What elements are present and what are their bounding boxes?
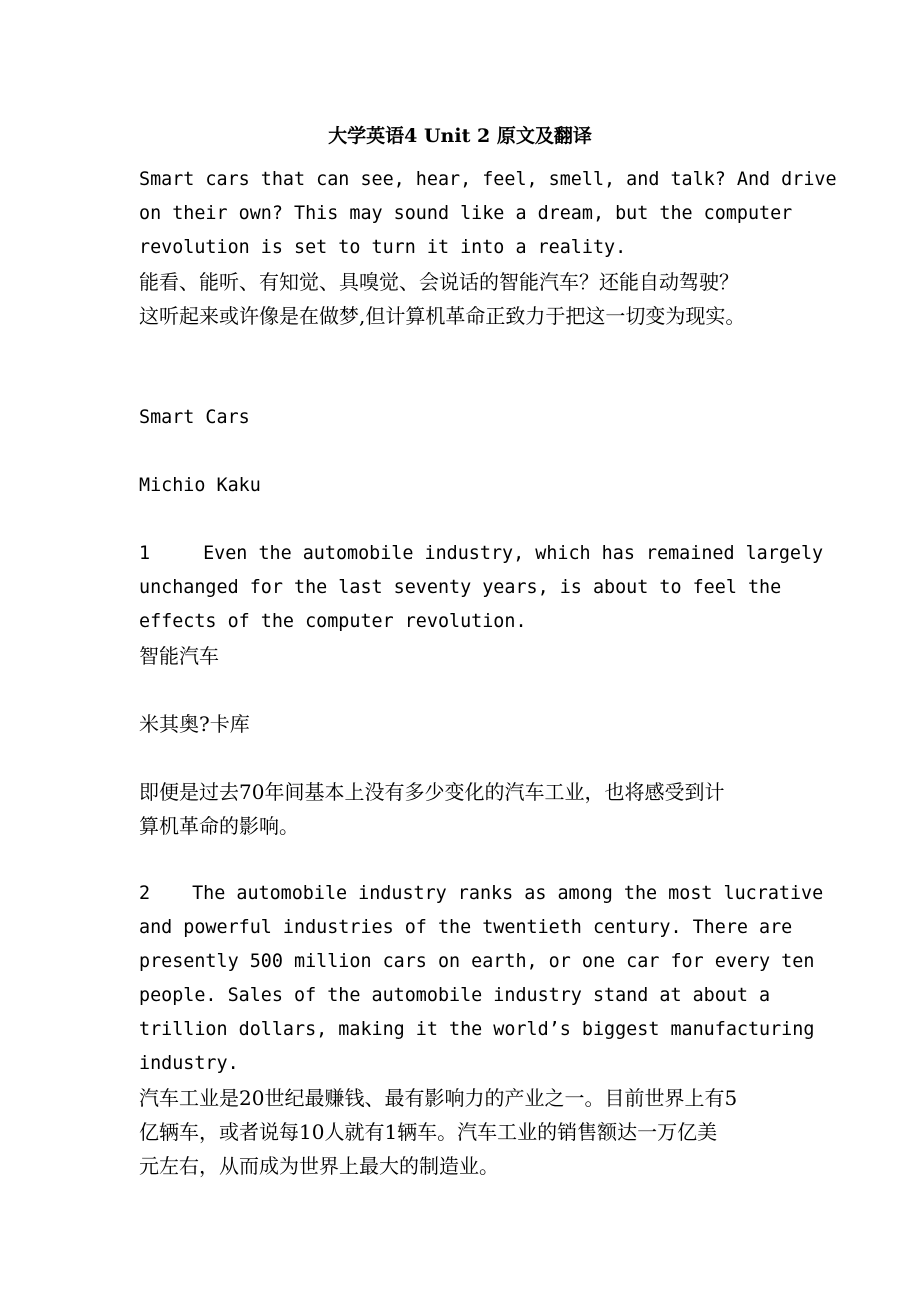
para1-zh-line-1: 即便是过去70年间基本上没有多少变化的汽车工业，也将感受到计 bbox=[139, 780, 725, 804]
para2-zh-line-2: 亿辆车，或者说每10人就有1辆车。汽车工业的销售额达一万亿美 bbox=[139, 1120, 718, 1144]
intro-en-line-1: Smart cars that can see, hear, feel, smell, and talk? And drive bbox=[139, 169, 837, 190]
para2-zh-line-1: 汽车工业是20世纪最赚钱、最有影响力的产业之一。目前世界上有5 bbox=[139, 1086, 738, 1110]
para1-en-line-3: effects of the computer revolution. bbox=[139, 611, 527, 632]
author-chinese: 米其奥?卡库 bbox=[139, 712, 250, 736]
para1-zh-line-2: 算机革命的影响。 bbox=[139, 814, 299, 838]
document-title: 大学英语4 Unit 2 原文及翻译 bbox=[328, 125, 592, 147]
intro-zh-line-2: 这听起来或许像是在做梦,但计算机革命正致力于把这一切变为现实。 bbox=[139, 304, 746, 328]
paragraph-1-english bbox=[139, 537, 824, 639]
para2-en-line-3: presently 500 million cars on earth, or one car for every ten bbox=[139, 951, 815, 972]
article-title-english: Smart Cars bbox=[139, 407, 250, 428]
para1-en-text-1: Even the automobile industry, which has remained largely bbox=[203, 543, 824, 564]
para2-en-text-1: The automobile industry ranks as among the most lucrative bbox=[192, 883, 824, 904]
article-title-chinese: 智能汽车 bbox=[139, 644, 219, 668]
para2-zh-line-3: 元左右，从而成为世界上最大的制造业。 bbox=[139, 1154, 499, 1178]
para2-number: 2 bbox=[139, 883, 151, 904]
intro-english bbox=[139, 163, 837, 265]
para2-en-line-6: industry. bbox=[139, 1053, 239, 1074]
para2-en-line-1 bbox=[139, 877, 824, 911]
para2-en-line-2: and powerful industries of the twentieth century. There are bbox=[139, 917, 793, 938]
para2-en-line-4: people. Sales of the automobile industry stand at about a bbox=[139, 985, 771, 1006]
paragraph-1-chinese bbox=[139, 775, 799, 843]
intro-en-line-3: revolution is set to turn it into a reality. bbox=[139, 237, 627, 258]
para2-en-line-5: trillion dollars, making it the world’s biggest manufacturing bbox=[139, 1019, 815, 1040]
para1-number: 1 bbox=[139, 543, 151, 564]
intro-en-line-2: on their own? This may sound like a dream, but the computer bbox=[139, 203, 793, 224]
paragraph-2-english bbox=[139, 877, 824, 1081]
para1-en-line-1 bbox=[139, 537, 824, 571]
paragraph-2-chinese bbox=[139, 1081, 799, 1183]
para1-en-line-2: unchanged for the last seventy years, is about to feel the bbox=[139, 577, 782, 598]
author-english: Michio Kaku bbox=[139, 475, 261, 496]
intro-zh-line-1: 能看、能听、有知觉、具嗅觉、会说话的智能汽车？还能自动驾驶？ bbox=[139, 270, 739, 294]
intro-chinese bbox=[139, 265, 799, 333]
